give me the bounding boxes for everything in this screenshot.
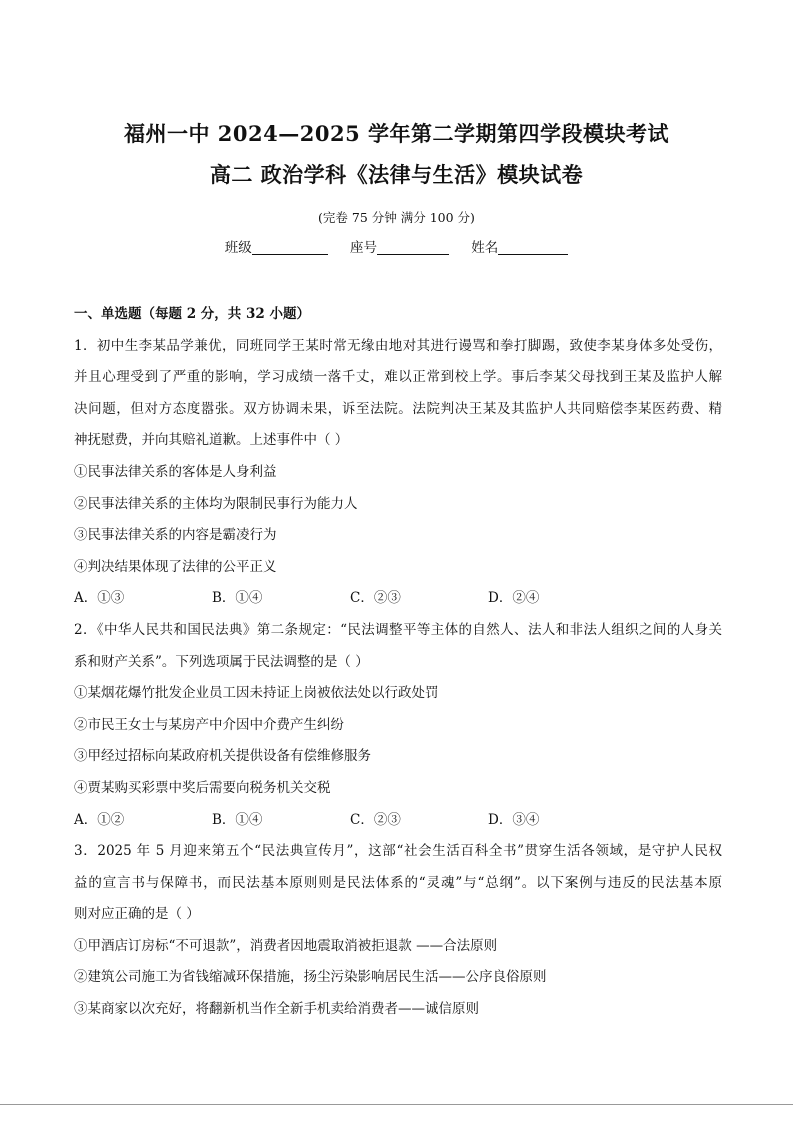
statement: ③甲经过招标向某政府机关提供设备有偿维修服务 [74, 748, 371, 765]
section-title: 一、单选题（每题 2 分，共 32 小题） [74, 306, 310, 322]
question-stem-line: 则对应正确的是（ ） [74, 906, 200, 923]
choice-d[interactable]: D．③④ [488, 811, 540, 828]
question-stem-line: 2．《中华人民共和国民法典》第二条规定：“民法调整平等主体的自然人、法人和非法人组织之间的人身关 [74, 621, 722, 638]
seat-field [350, 236, 449, 256]
name-field [471, 236, 568, 256]
statement: ①民事法律关系的客体是人身利益 [74, 463, 277, 480]
statement: ①甲酒店订房标“不可退款”，消费者因地震取消被拒退款 ——合法原则 [74, 937, 498, 954]
name-blank[interactable] [498, 240, 568, 255]
statement: ③某商家以次充好，将翻新机当作全新手机卖给消费者——诚信原则 [74, 1001, 479, 1018]
choice-b[interactable]: B．①④ [212, 590, 263, 607]
page-bottom-divider [0, 1104, 793, 1105]
name-field-label: 姓名 [471, 240, 499, 256]
exam-title-line1: 福州一中 2024—2025 学年第二学期第四学段模块考试 [123, 121, 669, 146]
choice-a[interactable]: A．①② [74, 811, 125, 828]
question-stem-line: 神抚慰费，并向其赔礼道歉。上述事件中（ ） [74, 432, 349, 449]
questions-section [74, 299, 722, 1026]
statement: ②民事法律关系的主体均为限制民事行为能力人 [74, 495, 358, 512]
answer-choices [74, 583, 722, 615]
class-field-label: 班级 [224, 240, 252, 256]
choice-b[interactable]: B．①④ [212, 811, 263, 828]
choice-a[interactable]: A．①③ [74, 590, 125, 607]
question-1 [74, 331, 722, 615]
statement: ④判决结果体现了法律的公平正义 [74, 558, 277, 575]
question-3 [74, 836, 722, 1026]
question-2 [74, 615, 722, 836]
statement: ②市民王女士与某房产中介因中介费产生纠纷 [74, 716, 344, 733]
class-blank[interactable] [252, 240, 328, 255]
seat-blank[interactable] [377, 240, 449, 255]
question-stem-line: 决问题，但对方态度嚣张。双方协调未果，诉至法院。法院判决王某及其监护人共同赔偿李某医药费、精 [74, 400, 722, 417]
statement: ④贾某购买彩票中奖后需要向税务机关交税 [74, 779, 331, 796]
choice-c[interactable]: C．②③ [350, 811, 401, 828]
seat-field-label: 座号 [350, 240, 377, 256]
exam-title-line2: 高二 政治学科《法律与生活》模块试卷 [209, 162, 584, 187]
statement: ③民事法律关系的内容是霸凌行为 [74, 527, 277, 544]
answer-choices [74, 805, 722, 837]
question-stem-line: 3．2025 年 5 月迎来第五个“民法典宣传月”，这部“社会生活百科全书”贯穿生活各领域，是守护人民权 [74, 843, 722, 860]
choice-c[interactable]: C．②③ [350, 590, 401, 607]
question-stem-line: 益的宣言书与保障书，而民法基本原则则是民法体系的“灵魂”与“总纲”。以下案例与违反的民法基本原 [74, 874, 722, 891]
question-stem-line: 并且心理受到了严重的影响，学习成绩一落千丈，难以正常到校上学。事后李某父母找到王某及监护人解 [74, 369, 722, 386]
question-stem-line: 1．初中生李某品学兼优，同班同学王某时常无缘由地对其进行谩骂和拳打脚踢，致使李某身体多处受伤， [74, 337, 722, 354]
statement: ②建筑公司施工为省钱缩减环保措施，扬尘污染影响居民生活——公序良俗原则 [74, 969, 547, 986]
student-info-fields [0, 236, 793, 256]
question-stem-line: 系和财产关系”。下列选项属于民法调整的是（ ） [74, 653, 369, 670]
exam-meta: (完卷 75 分钟 满分 100 分) [318, 210, 475, 225]
choice-d[interactable]: D．②④ [488, 590, 540, 607]
class-field [225, 236, 328, 256]
statement: ①某烟花爆竹批发企业员工因未持证上岗被依法处以行政处罚 [74, 685, 439, 702]
